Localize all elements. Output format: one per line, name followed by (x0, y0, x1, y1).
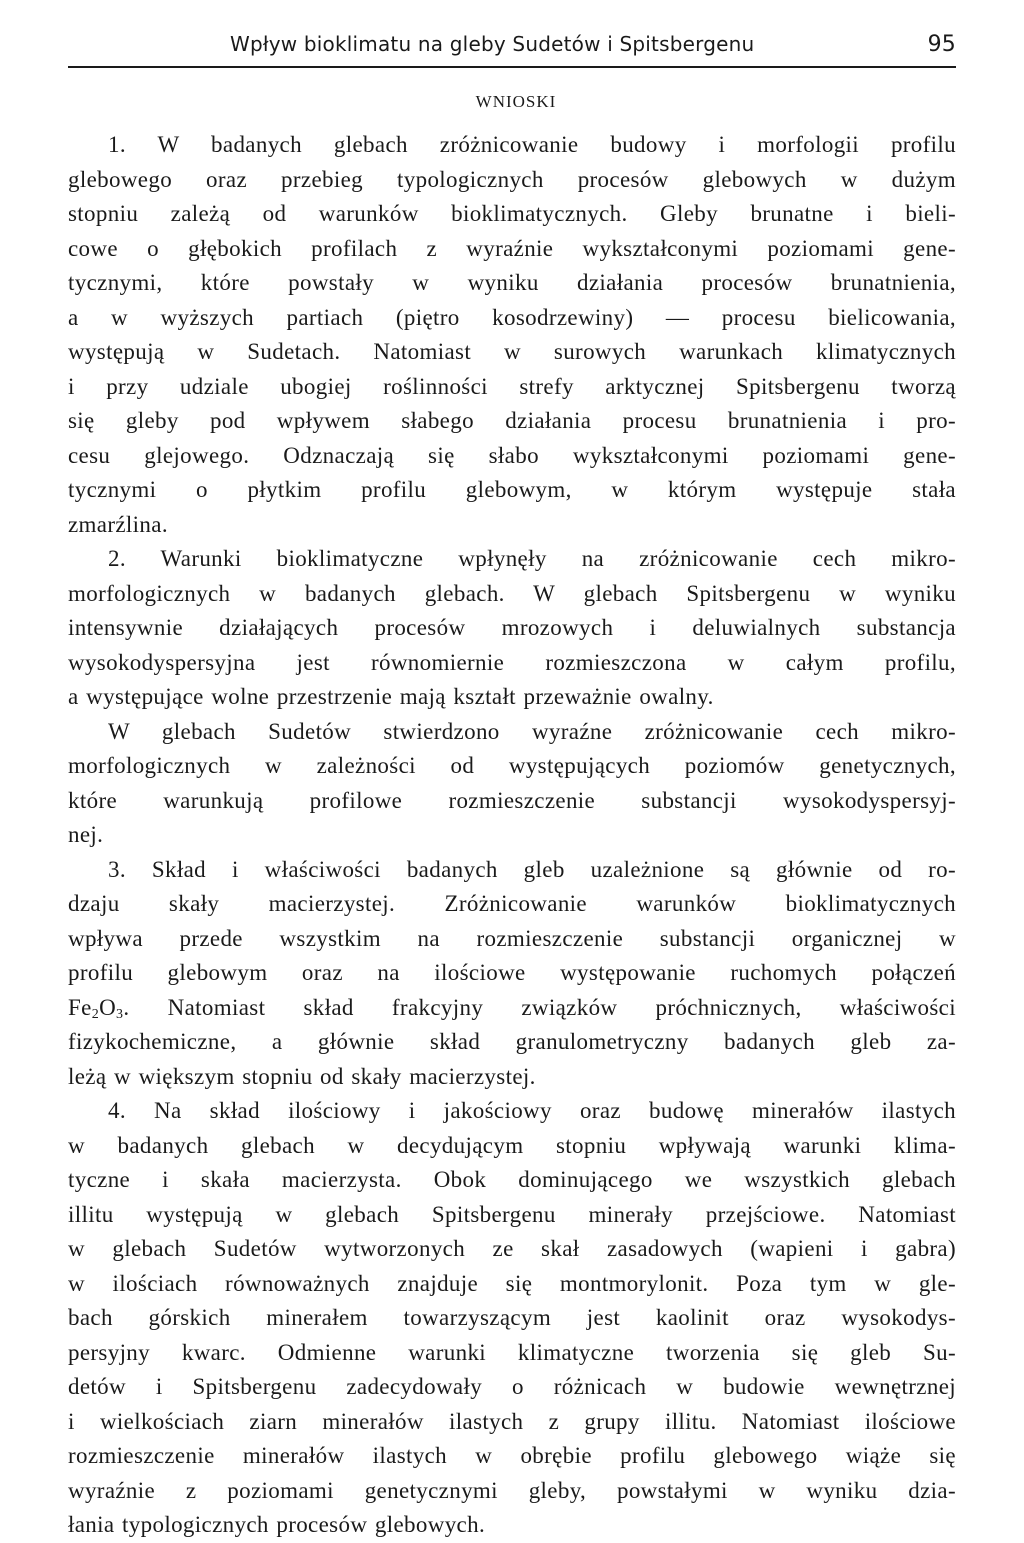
paragraph-4 (68, 853, 956, 1095)
formula-line-rest: . Natomiast skład frakcyjny związków próchnicznych, właściwości (123, 994, 956, 1020)
text-line: 3. Skład i właściwości badanych gleb uzależnione są głównie od ro- (108, 856, 956, 882)
paragraph-2 (68, 542, 956, 715)
text-line: a występujące wolne przestrzenie mają kształt przeważnie owalny. (68, 684, 714, 709)
text-line: i przy udziale ubogiej roślinności strefy arktycznej Spitsbergenu tworzą (68, 373, 956, 399)
text-line: profilu glebowym oraz na ilościowe występowanie ruchomych połączeń (68, 960, 956, 985)
paragraph-1 (68, 128, 956, 542)
paragraph-3 (68, 715, 956, 853)
section-title: WNIOSKI (475, 92, 557, 111)
text-line: a w wyższych partiach (piętro kosodrzewiny) — procesu bielicowania, (68, 304, 956, 330)
text-line: glebowego oraz przebieg typologicznych procesów glebowych w dużym (68, 166, 956, 192)
running-title: Wpływ bioklimatu na gleby Sudetów i Spitsbergenu (230, 32, 755, 56)
text-line: cesu glejowego. Odznaczają się słabo wykształconymi poziomami gene- (68, 442, 956, 468)
body-text (68, 128, 956, 1543)
text-line: wpływa przede wszystkim na rozmieszczenie substancji organicznej w (68, 925, 956, 951)
text-line: persyjny kwarc. Odmienne warunki klimatyczne tworzenia się gleb Su- (68, 1339, 956, 1365)
text-line: fizykochemiczne, a głównie skład granulometryczny badanych gleb za- (68, 1029, 956, 1054)
text-line: dzaju skały macierzystej. Zróżnicowanie warunków bioklimatycznych (68, 891, 956, 916)
text-line: leżą w większym stopniu od skały macierzystej. (68, 1063, 536, 1089)
paragraph-5 (68, 1094, 956, 1543)
text-line: 2. Warunki bioklimatyczne wpłynęły na zróżnicowanie cech mikro- (108, 546, 956, 571)
text-line: tyczne i skała macierzysta. Obok dominującego we wszystkich glebach (68, 1167, 956, 1192)
text-line: tycznymi o płytkim profilu glebowym, w którym występuje stała (68, 477, 956, 502)
text-line: zmarźlina. (68, 511, 168, 537)
text-line: detów i Spitsbergenu zadecydowały o różnicach w budowie wewnętrznej (68, 1374, 956, 1399)
text-line: W glebach Sudetów stwierdzono wyraźne zróżnicowanie cech mikro- (108, 718, 956, 744)
text-line: występują w Sudetach. Natomiast w surowych warunkach klimatycznych (68, 339, 956, 364)
text-line: wysokodyspersyjna jest równomiernie rozmieszczona w całym profilu, (68, 649, 956, 675)
text-line: morfologicznych w zależności od występujących poziomów genetycznych, (68, 753, 956, 778)
page-number: 95 (927, 32, 956, 57)
text-line: intensywnie działających procesów mrozowych i deluwialnych substancja (68, 615, 956, 640)
text-line: bach górskich minerałem towarzyszącym jest kaolinit oraz wysokodys- (68, 1305, 956, 1330)
running-header (68, 30, 956, 68)
text-line: tycznymi, które powstały w wyniku działania procesów brunatnienia, (68, 270, 956, 295)
chemical-formula: $Fe_2O_3$ (68, 994, 124, 1022)
text-line: w glebach Sudetów wytworzonych ze skał zasadowych (wapieni i gabra) (68, 1236, 956, 1261)
text-line: się gleby pod wpływem słabego działania procesu brunatnienia i pro- (68, 408, 956, 433)
text-line: 4. Na skład ilościowy i jakościowy oraz budowę minerałów ilastych (108, 1098, 956, 1123)
text-line: w badanych glebach w decydującym stopniu wpływają warunki klima- (68, 1132, 956, 1158)
text-line: które warunkują profilowe rozmieszczenie substancji wysokodyspersyj- (68, 787, 956, 813)
text-line: i wielkościach ziarn minerałów ilastych z grupy illitu. Natomiast ilościowe (68, 1408, 956, 1434)
text-line: wyraźnie z poziomami genetycznymi gleby, powstałymi w wyniku dzia- (68, 1477, 956, 1503)
text-line: nej. (68, 822, 104, 847)
text-line: cowe o głębokich profilach z wyraźnie wykształconymi poziomami gene- (68, 235, 956, 261)
text-line: stopniu zależą od warunków bioklimatycznych. Gleby brunatne i bieli- (68, 201, 956, 226)
text-line: rozmieszczenie minerałów ilastych w obrębie profilu glebowego wiąże się (68, 1443, 956, 1468)
text-line: 1. W badanych glebach zróżnicowanie budowy i morfologii profilu (108, 132, 956, 157)
formula-text-line (68, 991, 956, 1026)
text-line: illitu występują w glebach Spitsbergenu minerały przejściowe. Natomiast (68, 1201, 956, 1227)
text-line: morfologicznych w badanych glebach. W glebach Spitsbergenu w wyniku (68, 580, 956, 606)
text-line: łania typologicznych procesów glebowych. (68, 1512, 486, 1537)
text-line: w ilościach równoważnych znajduje się montmorylonit. Poza tym w gle- (68, 1270, 956, 1296)
